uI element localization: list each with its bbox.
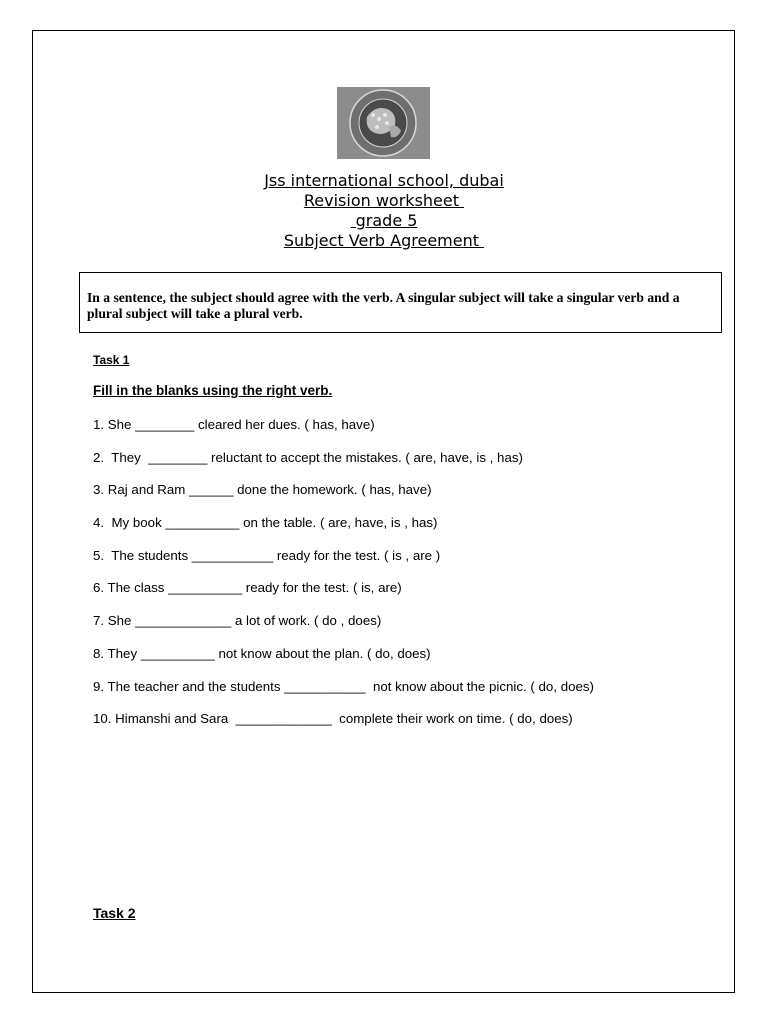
- school-logo: [337, 87, 430, 159]
- question-item: 10. Himanshi and Sara _____________ complete their work on time. ( do, does): [93, 711, 573, 727]
- question-item: 1. She ________ cleared her dues. ( has, have): [93, 417, 375, 432]
- question-item: 9. The teacher and the students ___________ not know about the picnic. ( do, does): [93, 678, 594, 694]
- school-name: Jss international school, dubai: [264, 171, 504, 190]
- task1-instruction: Fill in the blanks using the right verb.: [93, 383, 333, 398]
- task1-title: Task 1: [93, 353, 130, 367]
- rule-text: In a sentence, the subject should agree with the verb. A singular subject will take a singular verb and a plural subject will take a plural verb.: [87, 290, 680, 321]
- question-item: 7. She _____________ a lot of work. ( do , does): [93, 613, 382, 629]
- question-item: 2. They ________ reluctant to accept the mistakes. ( are, have, is , has): [93, 449, 523, 465]
- worksheet-header: [0, 171, 768, 251]
- question-item: 4. My book __________ on the table. ( are, have, is , has): [93, 515, 438, 531]
- worksheet-type: Revision worksheet: [303, 191, 465, 210]
- grade-label: grade 5: [350, 211, 418, 230]
- subject-title: Subject Verb Agreement: [283, 231, 485, 250]
- question-item: 8. They __________ not know about the plan. ( do, does): [93, 645, 431, 661]
- question-list: [93, 416, 713, 743]
- task2-title: Task 2: [93, 905, 136, 921]
- question-item: 6. The class __________ ready for the test. ( is, are): [93, 580, 402, 596]
- question-item: 3. Raj and Ram ______ done the homework. ( has, have): [93, 482, 432, 498]
- question-item: 5. The students ___________ ready for the test. ( is , are ): [93, 547, 441, 563]
- rule-box: [79, 272, 722, 333]
